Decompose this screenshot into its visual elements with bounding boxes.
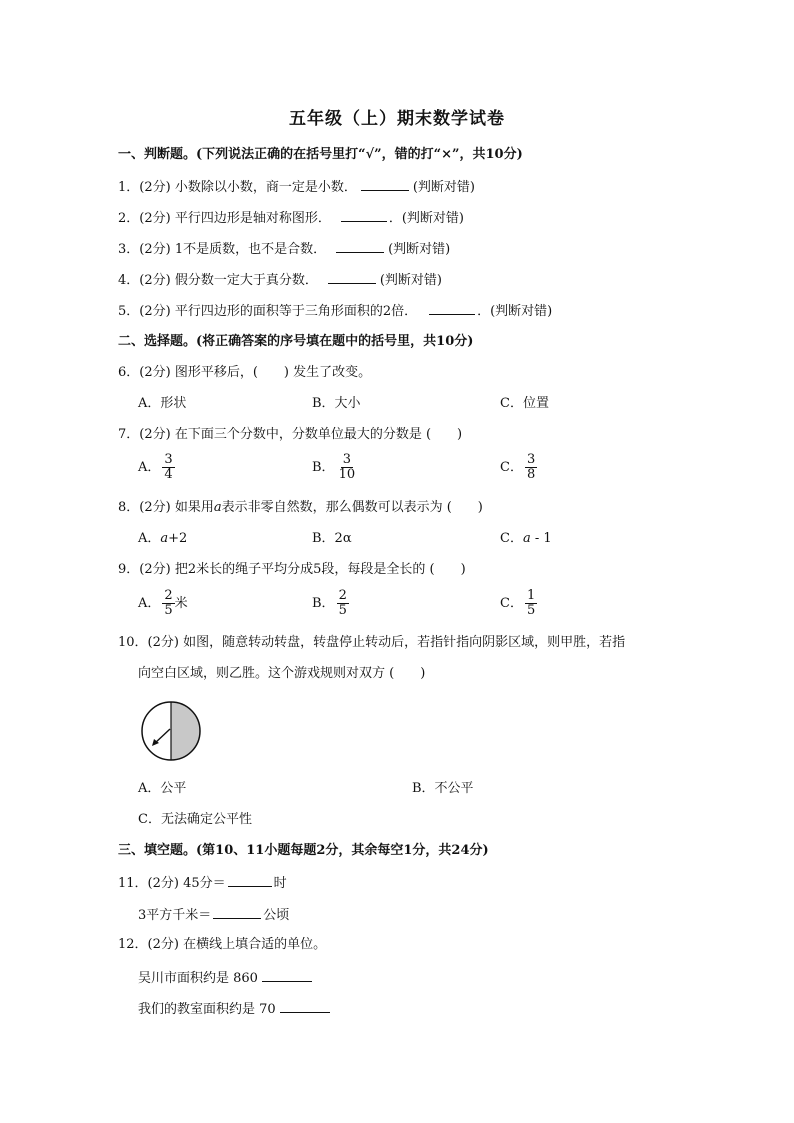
question-10-stem-line-2: 向空白区域，则乙胜。这个游戏规则对双方 ( ): [138, 666, 426, 681]
option-label: B．: [312, 460, 335, 475]
unit: 公顷: [263, 908, 290, 923]
section-2-heading: 二、选择题。(将正确答案的序号填在题中的括号里，共10分): [118, 334, 474, 349]
unit: 米: [174, 596, 188, 611]
option-text: +2: [168, 531, 188, 546]
page-title: 五年级（上）期末数学试卷: [289, 109, 505, 129]
question-8-option-a[interactable]: [138, 530, 187, 548]
variable: a: [213, 500, 222, 515]
answer-blank[interactable]: [213, 905, 261, 919]
question-10-option-b[interactable]: B．不公平: [412, 781, 474, 796]
question-7-stem: 7．(2分) 在下面三个分数中，分数单位最大的分数是 ( ): [118, 427, 463, 442]
fraction: $\frac{2}{5}$: [164, 588, 173, 618]
answer-blank[interactable]: [262, 968, 312, 982]
question-11-text: 11．(2分) 45分＝: [118, 876, 226, 891]
question-12-line-2: [138, 999, 330, 1019]
question-2-text: 2．(2分) 平行四边形是轴对称图形．: [118, 211, 331, 226]
question-10-stem-line-1: 10．(2分) 如图，随意转动转盘，转盘停止转动后，若指针指向阴影区域，则甲胜，若指: [118, 635, 626, 650]
question-1: [118, 177, 475, 197]
question-12-text: 吴川市面积约是 860: [138, 971, 263, 986]
unit: 时: [273, 876, 287, 891]
option-label: A．: [138, 460, 161, 475]
option-text: - 1: [530, 531, 552, 546]
question-7-option-c[interactable]: [500, 453, 537, 482]
question-12-text: 我们的教室面积约是 70: [138, 1002, 280, 1017]
question-9-option-a[interactable]: [138, 589, 188, 618]
fraction: $\frac{3}{8}$: [526, 452, 536, 482]
variable: a: [522, 531, 531, 546]
question-12-line-1: [138, 968, 312, 988]
section-3-heading: 三、填空题。(第10、11小题每题2分，其余每空1分，共24分): [118, 843, 489, 858]
question-6-option-b[interactable]: B．大小: [312, 396, 361, 411]
question-5: [118, 301, 552, 321]
question-8-text: 8．(2分) 如果用: [118, 500, 214, 515]
question-8-stem: [118, 499, 483, 517]
question-6-option-a[interactable]: A．形状: [138, 396, 187, 411]
question-3-text: 3．(2分) 1不是质数，也不是合数．: [118, 242, 327, 257]
question-5-text: 5．(2分) 平行四边形的面积等于三角形面积的2倍．: [118, 304, 418, 319]
answer-blank[interactable]: [361, 177, 409, 191]
option-label: B．: [312, 596, 335, 611]
fraction: $\frac{3}{10}$: [338, 452, 356, 482]
question-3: [118, 239, 450, 259]
question-9-option-b[interactable]: [312, 589, 349, 618]
question-2: [118, 208, 464, 228]
answer-blank[interactable]: [341, 208, 387, 222]
option-label: C．: [500, 531, 523, 546]
answer-blank[interactable]: [336, 239, 384, 253]
question-8-option-b[interactable]: B．2α: [312, 531, 352, 546]
shaded-half: [171, 702, 200, 760]
question-8-text-rest: 表示非零自然数，那么偶数可以表示为 ( ): [221, 500, 483, 515]
question-10-option-a[interactable]: A．公平: [138, 781, 187, 796]
question-4-text: 4．(2分) 假分数一定大于真分数．: [118, 273, 318, 288]
fraction: $\frac{1}{5}$: [526, 588, 536, 618]
question-12-stem: 12．(2分) 在横线上填合适的单位。: [118, 937, 327, 952]
option-label: A．: [138, 531, 161, 546]
question-6-stem: 6．(2分) 图形平移后，( ) 发生了改变。: [118, 365, 372, 380]
variable: a: [160, 531, 169, 546]
option-label: A．: [138, 596, 161, 611]
answer-blank[interactable]: [280, 999, 330, 1013]
answer-blank[interactable]: [228, 873, 272, 887]
question-11-line-1: [118, 873, 287, 893]
question-4: [118, 270, 442, 290]
option-label: C．: [500, 460, 523, 475]
question-4-suffix: (判断对错): [379, 273, 442, 288]
question-6-option-c[interactable]: C．位置: [500, 396, 549, 411]
question-9-stem: 9．(2分) 把2米长的绳子平均分成5段，每段是全长的 ( ): [118, 562, 466, 577]
option-label: C．: [500, 596, 523, 611]
question-7-option-b[interactable]: [312, 453, 357, 482]
answer-blank[interactable]: [328, 270, 376, 284]
section-1-heading: 一、判断题。(下列说法正确的在括号里打“√”，错的打“×”，共10分): [118, 147, 523, 162]
question-8-option-c[interactable]: [500, 530, 552, 548]
question-2-suffix: ．(判断对错): [388, 211, 464, 226]
question-1-text: 1．(2分) 小数除以小数，商一定是小数．: [118, 180, 357, 195]
spinner-diagram: [139, 699, 203, 763]
question-1-suffix: (判断对错): [412, 180, 475, 195]
fraction: $\frac{3}{4}$: [164, 452, 173, 482]
question-11-line-2: [138, 905, 289, 925]
question-3-suffix: (判断对错): [388, 242, 451, 257]
question-10-option-c[interactable]: C．无法确定公平性: [138, 812, 252, 827]
fraction: $\frac{2}{5}$: [338, 588, 347, 618]
question-7-option-a[interactable]: [138, 453, 175, 482]
answer-blank[interactable]: [429, 301, 475, 315]
question-11-text: 3平方千米＝: [138, 908, 212, 923]
question-9-option-c[interactable]: [500, 589, 537, 618]
question-5-suffix: ．(判断对错): [477, 304, 553, 319]
